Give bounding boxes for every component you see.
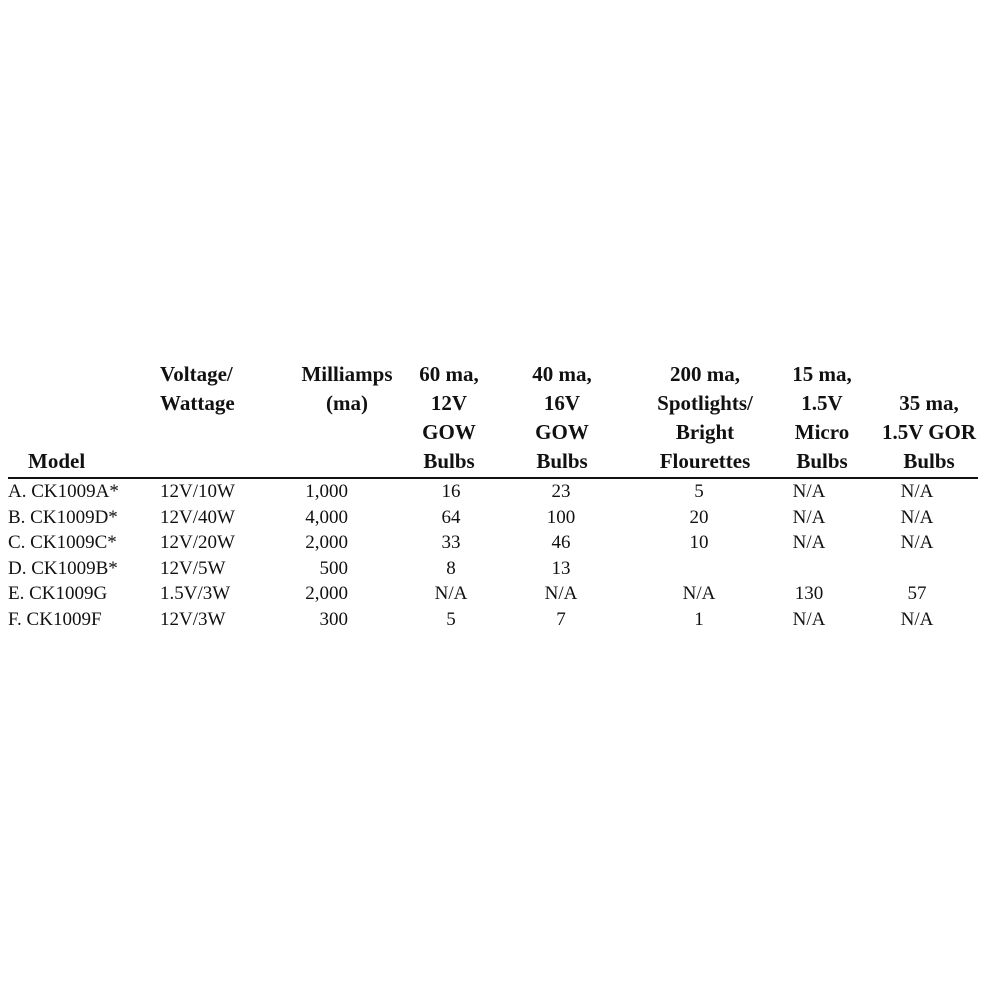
cell-35ma: N/A (900, 506, 934, 528)
header-model-line: Model (28, 449, 86, 473)
cell-15ma: N/A (792, 481, 826, 502)
cell-voltage-wattage: 1.5V/3W (160, 583, 231, 605)
cell-200ma: N/A (682, 583, 716, 605)
cell-milliamps: 2,000 (305, 532, 348, 554)
cell-35ma: N/A (900, 532, 934, 554)
header-15ma-line-1: 15 ma, (792, 362, 852, 386)
cell-milliamps: 300 (319, 608, 348, 630)
header-15ma (772, 360, 872, 476)
header-60ma-line-1: 60 ma, (419, 362, 479, 386)
table-body (0, 479, 1000, 633)
table-header (0, 360, 1000, 476)
header-60ma-line-4: Bulbs (423, 449, 475, 473)
header-200ma-line-4: Flourettes (659, 449, 751, 473)
header-35ma-line-1: 35 ma, (899, 391, 959, 415)
header-40ma-line-4: Bulbs (536, 449, 588, 473)
cell-milliamps: 500 (319, 557, 348, 579)
header-60ma-line-2: 12V (430, 391, 468, 415)
cell-model: E. CK1009G (8, 583, 108, 605)
header-200ma-line-3: Bright (675, 420, 735, 444)
cell-model: F. CK1009F (8, 608, 102, 630)
table-row (0, 530, 1000, 556)
table-row (0, 505, 1000, 531)
header-model (28, 447, 85, 476)
header-milliamps-line-1: Milliamps (301, 362, 393, 386)
cell-15ma: N/A (792, 608, 826, 630)
header-200ma-line-1: 200 ma, (670, 362, 740, 386)
cell-200ma: 5 (694, 481, 704, 502)
header-voltage-line-1: Voltage/ (160, 362, 233, 386)
cell-voltage-wattage: 12V/10W (160, 481, 235, 502)
header-15ma-line-4: Bulbs (796, 449, 848, 473)
cell-model: B. CK1009D* (8, 506, 118, 528)
header-60ma (405, 360, 493, 476)
cell-40ma: 46 (551, 532, 571, 554)
cell-voltage-wattage: 12V/5W (160, 557, 226, 579)
cell-60ma: 5 (446, 608, 456, 630)
header-35ma-line-3: Bulbs (903, 449, 955, 473)
table-row (0, 479, 1000, 505)
header-voltage-line-2: Wattage (160, 391, 235, 415)
cell-60ma: 64 (441, 506, 461, 528)
header-40ma-line-3: GOW (535, 420, 589, 444)
table-row (0, 556, 1000, 582)
cell-200ma: 20 (689, 506, 709, 528)
cell-40ma: 23 (551, 481, 571, 502)
header-milliamps-line-2: (ma) (326, 391, 368, 415)
cell-milliamps: 4,000 (305, 506, 348, 528)
header-milliamps (285, 360, 409, 418)
header-35ma-line-2: 1.5V GOR (881, 420, 977, 444)
cell-model: D. CK1009B* (8, 557, 118, 579)
table-row (0, 607, 1000, 633)
cell-milliamps: 1,000 (305, 481, 348, 502)
cell-35ma: 57 (907, 583, 927, 605)
cell-15ma: 130 (794, 583, 824, 605)
cell-model: A. CK1009A* (8, 481, 119, 502)
cell-35ma: N/A (900, 608, 934, 630)
cell-voltage-wattage: 12V/20W (160, 532, 235, 554)
header-15ma-line-2: 1.5V (801, 391, 843, 415)
header-60ma-line-3: GOW (422, 420, 476, 444)
cell-60ma: 16 (441, 481, 461, 502)
cell-40ma: 100 (546, 506, 576, 528)
cell-15ma: N/A (792, 532, 826, 554)
cell-40ma: 13 (551, 557, 571, 579)
cell-200ma: 10 (689, 532, 709, 554)
header-200ma-line-2: Spotlights/ (657, 391, 753, 415)
cell-60ma: N/A (434, 583, 468, 605)
cell-40ma: 7 (556, 608, 566, 630)
cell-model: C. CK1009C* (8, 532, 117, 554)
header-35ma (866, 389, 992, 476)
header-voltage-wattage (160, 360, 235, 418)
cell-voltage-wattage: 12V/3W (160, 608, 226, 630)
header-40ma-line-2: 16V (543, 391, 581, 415)
header-200ma (640, 360, 770, 476)
cell-15ma: N/A (792, 506, 826, 528)
cell-200ma: 1 (694, 608, 704, 630)
cell-35ma: N/A (900, 481, 934, 502)
cell-40ma: N/A (544, 583, 578, 605)
cell-60ma: 8 (446, 557, 456, 579)
cell-60ma: 33 (441, 532, 461, 554)
cell-milliamps: 2,000 (305, 583, 348, 605)
cell-voltage-wattage: 12V/40W (160, 506, 235, 528)
table-row (0, 581, 1000, 607)
header-15ma-line-3: Micro (794, 420, 850, 444)
header-40ma-line-1: 40 ma, (532, 362, 592, 386)
header-40ma (518, 360, 606, 476)
